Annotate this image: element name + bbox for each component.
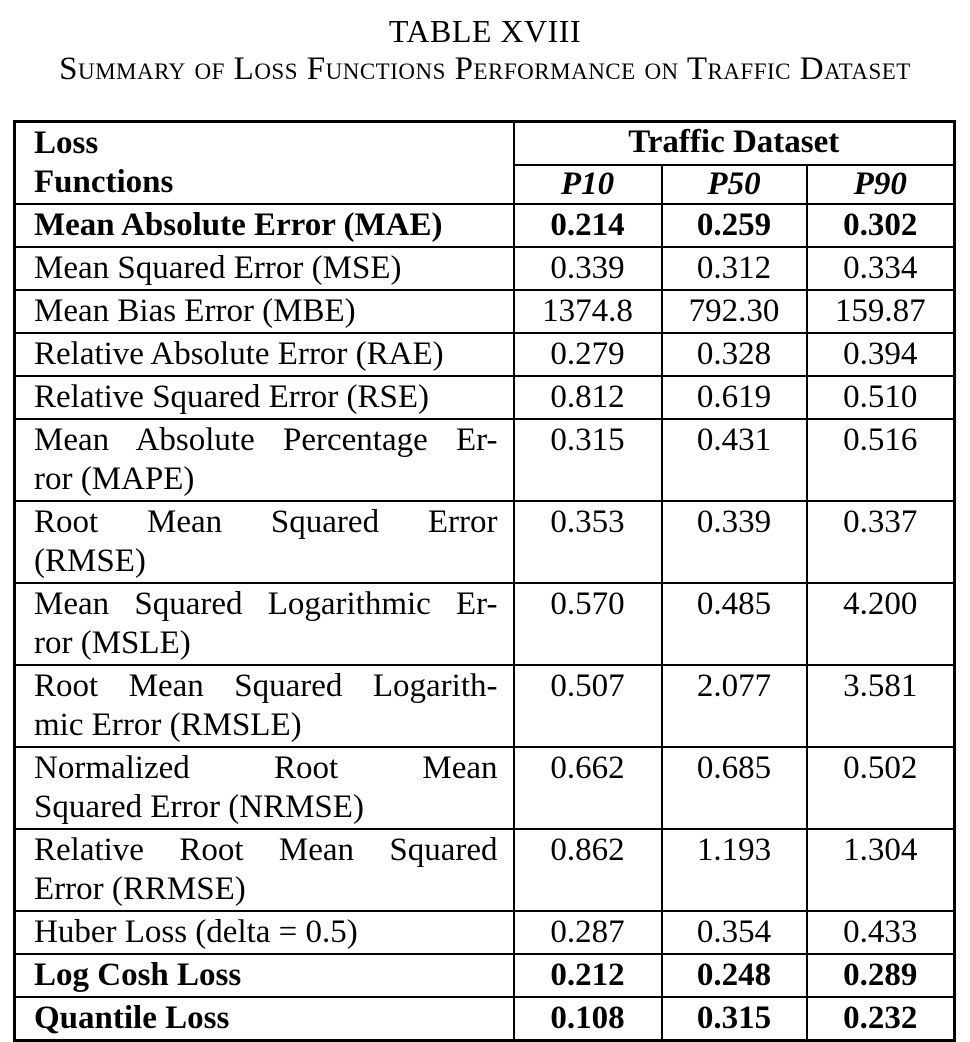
p50-value-cell: 0.339 <box>662 501 807 583</box>
p10-value-cell: 0.212 <box>514 954 662 997</box>
loss-function-label-line: Huber Loss (delta = 0.5) <box>34 914 358 950</box>
p50-value-cell: 0.485 <box>662 583 807 665</box>
p90-value-cell: 1.304 <box>807 829 955 911</box>
p90-value-cell: 0.334 <box>807 247 955 290</box>
loss-function-label-line: Root Mean Squared Logarith- <box>34 668 498 704</box>
p10-value-cell: 0.662 <box>514 747 662 829</box>
loss-function-label-line: (RMSE) <box>34 543 146 579</box>
p50-value-cell: 0.431 <box>662 419 807 501</box>
p50-value-cell: 0.328 <box>662 333 807 376</box>
table-row <box>15 954 955 997</box>
p10-value-cell: 0.214 <box>514 204 662 247</box>
p50-value-cell: 0.354 <box>662 911 807 954</box>
loss-function-label-line: Mean Absolute Error (MAE) <box>34 207 443 243</box>
loss-function-label-line: Log Cosh Loss <box>34 957 242 993</box>
loss-functions-header-line1: Loss <box>34 125 99 161</box>
table-caption <box>0 0 970 88</box>
p10-value-cell: 0.108 <box>514 997 662 1041</box>
p90-value-cell: 0.433 <box>807 911 955 954</box>
table-row <box>15 333 955 376</box>
table-row <box>15 290 955 333</box>
loss-function-label-line: Quantile Loss <box>34 1000 230 1036</box>
p50-value-cell: 0.685 <box>662 747 807 829</box>
loss-function-label-line: Mean Squared Logarithmic Er- <box>34 586 498 622</box>
loss-function-label-line: Error (RRMSE) <box>34 871 246 907</box>
p10-value-cell: 0.862 <box>514 829 662 911</box>
p90-value-cell: 0.502 <box>807 747 955 829</box>
table-row <box>15 747 955 829</box>
loss-function-cell <box>15 829 514 911</box>
loss-function-cell <box>15 911 514 954</box>
p10-value-cell: 0.812 <box>514 376 662 419</box>
table-row <box>15 204 955 247</box>
loss-function-label-line: Squared Error (NRMSE) <box>34 789 364 825</box>
dataset-group-header: Traffic Dataset <box>514 122 955 165</box>
p50-value-cell: 0.259 <box>662 204 807 247</box>
p10-value-cell: 1374.8 <box>514 290 662 333</box>
group-header-row <box>15 122 955 165</box>
loss-function-cell <box>15 997 514 1041</box>
p10-value-cell: 0.507 <box>514 665 662 747</box>
p50-value-cell: 2.077 <box>662 665 807 747</box>
table-body <box>15 204 955 1041</box>
loss-function-label-line: ror (MSLE) <box>34 625 191 661</box>
loss-functions-header <box>15 122 514 205</box>
loss-function-label-line: Mean Squared Error (MSE) <box>34 250 402 286</box>
p90-value-cell: 0.394 <box>807 333 955 376</box>
loss-function-label-line: ror (MAPE) <box>34 461 195 497</box>
p90-value-cell: 4.200 <box>807 583 955 665</box>
column-header-p10: P10 <box>514 165 662 204</box>
loss-function-cell <box>15 954 514 997</box>
p90-value-cell: 0.516 <box>807 419 955 501</box>
p90-value-cell: 0.302 <box>807 204 955 247</box>
loss-function-label-line: mic Error (RMSLE) <box>34 707 302 743</box>
table-number: TABLE XVIII <box>388 13 582 49</box>
table-row <box>15 376 955 419</box>
loss-function-label-line: Root Mean Squared Error <box>34 504 498 540</box>
loss-function-cell <box>15 665 514 747</box>
p10-value-cell: 0.570 <box>514 583 662 665</box>
loss-function-label-line: Mean Absolute Percentage Er- <box>34 422 498 458</box>
p90-value-cell: 0.337 <box>807 501 955 583</box>
loss-function-label-line: Normalized Root Mean <box>34 750 498 786</box>
table-row <box>15 997 955 1041</box>
loss-function-cell <box>15 333 514 376</box>
table-row <box>15 829 955 911</box>
loss-function-cell <box>15 583 514 665</box>
results-table <box>13 120 956 1042</box>
p50-value-cell: 0.619 <box>662 376 807 419</box>
table-row <box>15 665 955 747</box>
loss-function-label-line: Mean Bias Error (MBE) <box>34 293 356 329</box>
table-row <box>15 501 955 583</box>
table-row <box>15 911 955 954</box>
loss-function-cell <box>15 376 514 419</box>
p90-value-cell: 3.581 <box>807 665 955 747</box>
p50-value-cell: 1.193 <box>662 829 807 911</box>
table-row <box>15 583 955 665</box>
loss-functions-header-line2: Functions <box>34 164 174 200</box>
loss-function-cell <box>15 747 514 829</box>
loss-function-label-line: Relative Root Mean Squared <box>34 832 498 868</box>
loss-function-cell <box>15 204 514 247</box>
p90-value-cell: 0.289 <box>807 954 955 997</box>
p10-value-cell: 0.315 <box>514 419 662 501</box>
table-title: Summary of Loss Functions Performance on Traffic Dataset <box>59 51 911 87</box>
loss-function-label-line: Relative Absolute Error (RAE) <box>34 336 444 372</box>
loss-function-cell <box>15 419 514 501</box>
p50-value-cell: 0.248 <box>662 954 807 997</box>
loss-function-cell <box>15 501 514 583</box>
loss-function-cell <box>15 247 514 290</box>
p90-value-cell: 159.87 <box>807 290 955 333</box>
column-header-p50: P50 <box>662 165 807 204</box>
p10-value-cell: 0.339 <box>514 247 662 290</box>
p90-value-cell: 0.510 <box>807 376 955 419</box>
p10-value-cell: 0.279 <box>514 333 662 376</box>
column-header-p90: P90 <box>807 165 955 204</box>
loss-function-cell <box>15 290 514 333</box>
p10-value-cell: 0.353 <box>514 501 662 583</box>
table-row <box>15 247 955 290</box>
p10-value-cell: 0.287 <box>514 911 662 954</box>
p90-value-cell: 0.232 <box>807 997 955 1041</box>
p50-value-cell: 0.315 <box>662 997 807 1041</box>
p50-value-cell: 792.30 <box>662 290 807 333</box>
p50-value-cell: 0.312 <box>662 247 807 290</box>
loss-function-label-line: Relative Squared Error (RSE) <box>34 379 429 415</box>
table-row <box>15 419 955 501</box>
table-header <box>15 122 955 205</box>
